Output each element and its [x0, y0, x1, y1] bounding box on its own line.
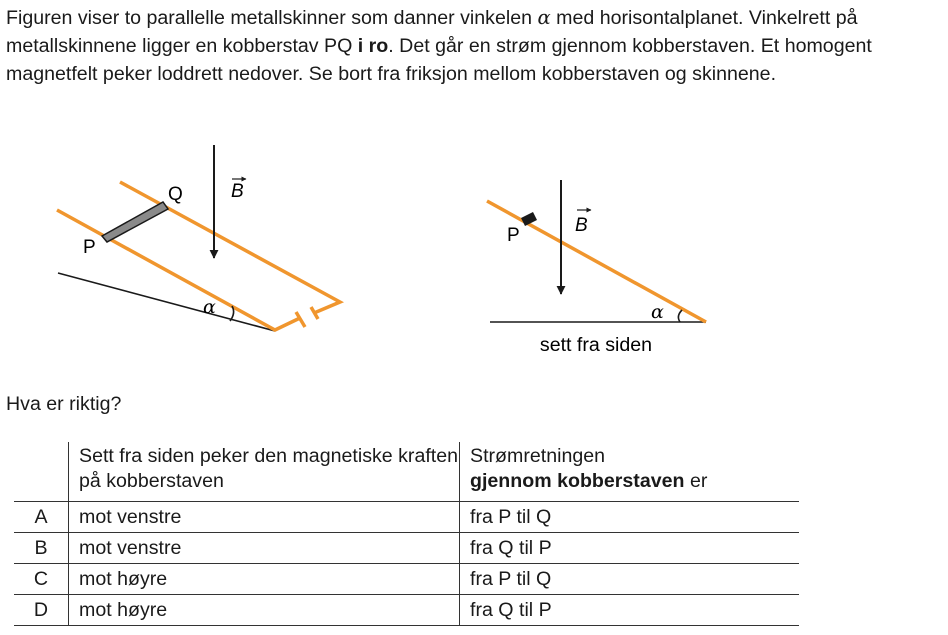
table-row [14, 533, 799, 564]
label-q: Q [168, 184, 183, 205]
rail-side [487, 201, 706, 322]
copper-rod [102, 202, 168, 242]
side-angle-arc [678, 310, 682, 322]
question-text: Hva er riktig? [6, 393, 122, 415]
header-letter-cell [14, 442, 69, 502]
option-force: mot høyre [69, 564, 460, 595]
side-label-p: P [507, 225, 520, 246]
side-label-b: B [575, 215, 588, 236]
intro-alpha-symbol: α [537, 6, 551, 29]
label-alpha: α [203, 296, 216, 318]
side-view [487, 180, 706, 356]
intro-text-2: med horisontalplanet. Vinkelrett på metallskinnene ligger en kobberstav PQ [6, 7, 858, 57]
header-current-bold: gjennom kobberstaven [470, 470, 685, 492]
option-force: mot høyre [69, 595, 460, 626]
perspective-view [57, 145, 340, 331]
table-row [14, 564, 799, 595]
intro-bold-text: i ro [357, 35, 389, 57]
option-letter: C [14, 564, 69, 595]
table-row [14, 595, 799, 626]
side-label-alpha: α [651, 301, 664, 323]
table-header-row [14, 442, 799, 502]
answer-table [14, 442, 799, 626]
side-view-caption: sett fra siden [539, 334, 653, 356]
option-letter: B [14, 533, 69, 564]
rail-front [57, 210, 300, 330]
option-letter: D [14, 595, 69, 626]
option-force: mot venstre [69, 533, 460, 564]
option-current: fra Q til P [460, 595, 800, 626]
ground-line [58, 273, 275, 331]
header-current-post: er [684, 470, 708, 492]
intro-text-1: Figuren viser to parallelle metallskinner som danner vinkelen [6, 7, 538, 29]
header-current-pre: Strømretningen [470, 445, 606, 467]
option-current: fra Q til P [460, 533, 800, 564]
intro-text-3: . Det går en strøm gjennom kobberstaven. Et homogent magnetfelt peker loddrett nedover. Se bort fra friksjon mellom kobberstaven og skinnene. [6, 35, 872, 85]
option-force: mot venstre [69, 502, 460, 533]
rail-back [120, 182, 340, 313]
option-current: fra P til Q [460, 564, 800, 595]
option-letter: A [14, 502, 69, 533]
label-b: B [231, 181, 244, 202]
header-current [460, 442, 800, 502]
header-force: Sett fra siden peker den magnetiske kraften på kobberstaven [69, 442, 460, 502]
option-current: fra P til Q [460, 502, 800, 533]
rod-cross-section [521, 212, 537, 226]
table-row [14, 502, 799, 533]
label-p: P [83, 237, 96, 258]
